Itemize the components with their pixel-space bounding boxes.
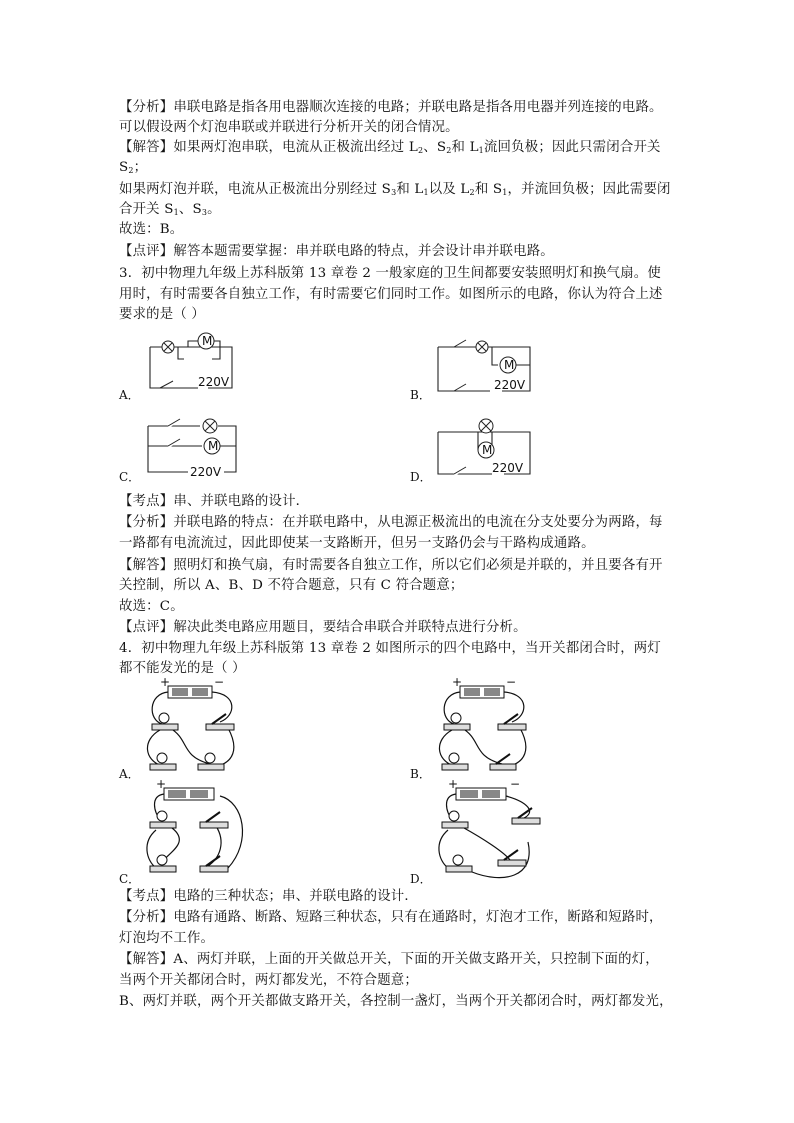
battery-icon	[460, 686, 504, 698]
text-line	[119, 639, 661, 659]
subscript: 1	[423, 188, 429, 197]
option-label-d: D．	[410, 470, 432, 484]
bulb-icon	[446, 855, 472, 872]
line-text: 、S	[423, 140, 447, 155]
battery-icon	[168, 686, 212, 698]
plus-sign: +	[452, 675, 463, 689]
line-text: 4．初中物理九年级上苏科版第 13 章卷 2 如图所示的四个电路中，当开关都闭合时，两灯	[119, 641, 661, 656]
bulb-icon	[444, 713, 470, 730]
motor-label: M	[202, 334, 213, 348]
line-text: 一路都有电流流过，因此即使某一支路断开，但另一支路仍会与干路构成通路。	[119, 536, 595, 551]
option-label-c: C．	[119, 872, 141, 886]
text-line	[119, 659, 246, 679]
wiring-picture-c	[140, 777, 250, 884]
lamp-icon	[162, 341, 174, 353]
bulb-icon	[150, 855, 176, 872]
option-label-a: A．	[119, 388, 140, 402]
line-text: 【解答】如果两灯泡串联，电流从正极流出经过 L	[119, 140, 418, 155]
circuit-diagram-d	[432, 412, 542, 482]
switch-icon	[200, 812, 228, 828]
bulb-icon	[150, 811, 176, 828]
line-text: 当两个开关都闭合时，两灯都发光，不符合题意；	[119, 973, 418, 988]
lamp-icon	[476, 341, 488, 353]
plus-sign: +	[448, 777, 459, 791]
subscript: 1	[478, 146, 484, 155]
line-text: 3．初中物理九年级上苏科版第 13 章卷 2 一般家庭的卫生间都要安装照明灯和换气扇。使	[119, 266, 661, 281]
line-text: 都不能发光的是（ ）	[119, 661, 246, 676]
line-text: 如果两灯泡并联，电流从正极流出分别经过 S	[119, 182, 392, 197]
subscript: 2	[128, 166, 134, 175]
motor-label: M	[208, 439, 219, 453]
switch-icon	[168, 439, 180, 446]
switch-icon	[168, 419, 180, 426]
text-line	[119, 887, 418, 907]
switch-icon	[454, 340, 466, 347]
line-text: 和 L	[451, 140, 479, 155]
text-line	[119, 950, 659, 970]
line-text: 【分析】串联电路是指各用电器顺次连接的电路；并联电路是指各用电器并列连接的电路。	[119, 100, 663, 115]
text-line	[119, 618, 527, 638]
line-text: 【考点】串、并联电路的设计．	[119, 494, 310, 509]
voltage-label: 220V	[494, 378, 526, 392]
text-line	[119, 492, 309, 512]
text-line	[119, 98, 663, 118]
bulb-icon	[152, 713, 178, 730]
text-line	[119, 513, 663, 533]
plus-sign: +	[160, 675, 171, 689]
line-text: S	[119, 160, 129, 175]
line-text: 【分析】并联电路的特点：在并联电路中，从电源正极流出的电流在分支处要分为两路，每	[119, 515, 663, 530]
text-line	[119, 285, 663, 305]
subscript: 2	[446, 146, 452, 155]
option-label-a: A．	[119, 767, 140, 781]
lamp-icon	[203, 419, 217, 433]
wiring-picture-a	[140, 675, 250, 780]
text-line	[119, 971, 418, 991]
text-line	[119, 929, 214, 949]
line-text: 可以假设两个灯泡串联或并联进行分析开关的闭合情况。	[119, 120, 459, 135]
text-line	[119, 576, 464, 596]
line-text: 流回负极；因此只需闭合开关	[483, 140, 661, 155]
subscript: 1	[173, 208, 179, 217]
option-label-b: B．	[410, 767, 431, 781]
circuit-diagram-a	[140, 333, 250, 401]
text-line	[119, 908, 663, 928]
text-line	[119, 158, 147, 181]
line-text: 故选：C。	[119, 599, 184, 614]
minus-sign: −	[510, 777, 521, 791]
line-text: 【解答】A、两灯并联，上面的开关做总开关，下面的开关做支路开关，只控制下面的灯，	[119, 952, 659, 967]
switch-icon	[512, 808, 540, 824]
line-text: 合开关 S	[119, 202, 174, 217]
bulb-icon	[442, 811, 468, 828]
text-line	[119, 305, 205, 325]
battery-icon	[164, 788, 214, 800]
switch-icon	[490, 754, 516, 770]
line-text: 【点评】解答本题需要掌握：串并联电路的特点，并会设计串并联电路。	[119, 244, 554, 259]
line-text: 【分析】电路有通路、断路、短路三种状态，只有在通路时，灯泡才工作，断路和短路时，	[119, 910, 663, 925]
option-label-d: D．	[410, 872, 432, 886]
text-line	[119, 220, 183, 240]
text-line	[119, 138, 661, 161]
line-text: 和 S	[474, 182, 503, 197]
text-line	[119, 597, 184, 617]
circuit-diagram-c	[140, 412, 250, 482]
line-text: 【考点】电路的三种状态；串、并联电路的设计．	[119, 889, 418, 904]
minus-sign: −	[506, 675, 517, 689]
switch-icon	[160, 381, 173, 388]
wiring-picture-d	[432, 777, 542, 884]
line-text: 【解答】照明灯和换气扇，有时需要各自独立工作，所以它们必须是并联的，并且要各有开	[119, 558, 663, 573]
plus-sign: +	[156, 777, 167, 791]
line-text: 。	[207, 202, 221, 217]
line-text: 用时，有时需要各自独立工作，有时需要它们同时工作。如图所示的电路，你认为符合上述	[119, 287, 663, 302]
subscript: 2	[469, 188, 475, 197]
voltage-label: 220V	[492, 461, 524, 475]
text-line	[119, 118, 459, 138]
subscript: 2	[417, 146, 424, 155]
voltage-label: 220V	[190, 465, 222, 479]
line-text: 以及 L	[428, 182, 470, 197]
line-text: 故选：B。	[119, 222, 184, 237]
text-line	[119, 992, 673, 1012]
line-text: ；	[133, 160, 148, 175]
circuit-diagram-b	[432, 333, 542, 401]
line-text: 【点评】解决此类电路应用题目，要结合串联合并联特点进行分析。	[119, 620, 527, 635]
voltage-label: 220V	[198, 375, 230, 389]
text-line	[119, 534, 595, 554]
switch-icon	[454, 384, 466, 391]
option-label-c: C．	[119, 470, 141, 484]
line-text: B、两灯并联，两个开关都做支路开关，各控制一盏灯，当两个开关都闭合时，两灯都发光，	[119, 994, 673, 1009]
option-label-b: B．	[410, 388, 431, 402]
line-text: 、S	[178, 202, 202, 217]
motor-label: M	[482, 443, 493, 457]
line-text: 和 L	[396, 182, 424, 197]
line-text: 要求的是（ ）	[119, 307, 205, 322]
text-line	[119, 556, 663, 576]
minus-sign: −	[214, 675, 225, 689]
subscript: 3	[391, 188, 397, 197]
lamp-icon	[479, 419, 493, 433]
switch-icon	[200, 856, 228, 872]
motor-label: M	[504, 358, 515, 372]
switch-icon	[454, 467, 466, 474]
wiring-picture-b	[432, 675, 542, 780]
subscript: 3	[201, 208, 208, 217]
text-line	[119, 242, 554, 262]
subscript: 1	[502, 188, 508, 197]
battery-icon	[456, 788, 506, 800]
line-text: ，并流回负极；因此需要闭	[507, 182, 671, 197]
text-line	[119, 264, 661, 284]
line-text: 灯泡均不工作。	[119, 931, 215, 946]
line-text: 关控制，所以 A、B、D 不符合题意，只有 C 符合题意；	[119, 578, 464, 593]
